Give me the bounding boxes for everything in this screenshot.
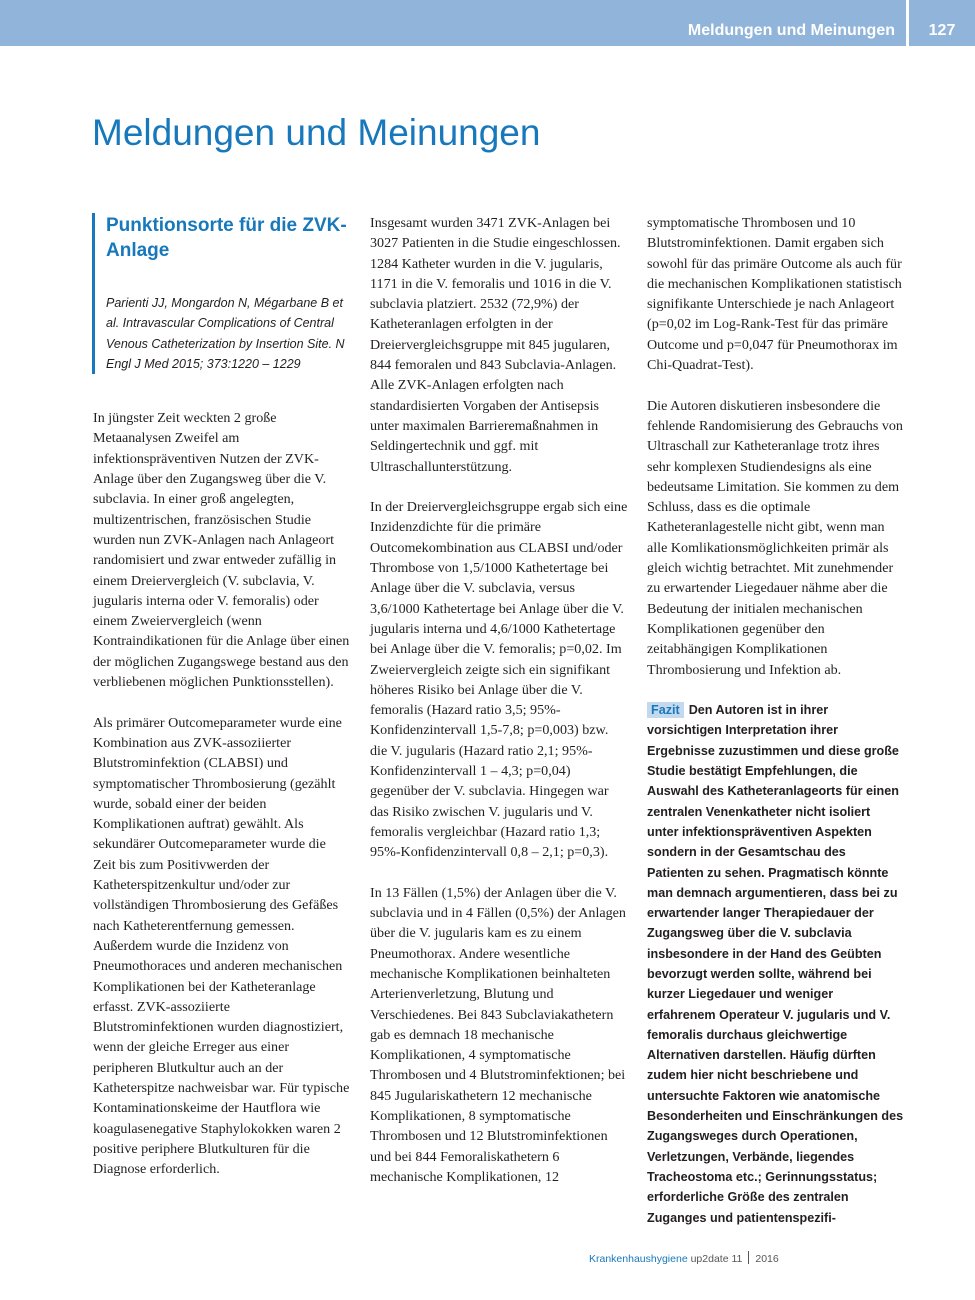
page-title: Meldungen und Meinungen xyxy=(92,112,541,153)
column-2 xyxy=(370,213,628,1187)
footer-journal: Krankenhaushygiene xyxy=(589,1253,688,1265)
fazit-text: Den Autoren ist in ihrer vorsichtigen Interpretation ihrer Ergebnisse zuzustimmen und diese große Studie bestätigt Empfehlungen, die Auswahl des Katheteranlageorts für einen zentralen Venenkatheter nicht isoliert unter infektionspräventiven Aspekten sondern in der Gesamtschau des Patienten zu sehen. Pragmatisch könnte man demnach argumentieren, dass bei zu erwartender langer Therapiedauer der Zugangsweg über die V. subclavia insbesondere in der Hand des Geübten bevorzugt werden sollte, während bei kurzer Liegedauer und weniger erfahrenem Operateur V. jugularis und V. femoralis durchaus gleichwertige Alternativen darstellen. Häufig dürften zudem hier nicht beschriebene und untersuchte Faktoren wie anatomische Besonderheiten und Einschränkungen des Zugangsweges durch Operationen, Verletzungen, Verbände, liegendes Tracheostoma etc.; Gerinnungsstatus; erforderliche Größe des zentralen Zuganges und patientenspezifi- xyxy=(647,703,904,1225)
running-header xyxy=(0,0,975,46)
body-paragraph: In der Dreiervergleichsgruppe ergab sich eine Inzidenzdichte für die primäre Outcomekombination aus CLABSI und/oder Thrombose von 1,5/1000 Kathetertage bei Anlage über die V. subclavia, versus 3,6/1000 Kathetertage bei Anlage über die V. jugularis interna und 4,6/1000 Kathetertage bei Anlage über die V. femoralis; p=0,02. Im Zweiervergleich zeigte sich ein signifikant höheres Risiko bei Anlage über die V. femoralis (Hazard ratio 3,5; 95%-Konfidenzintervall 1,5-7,8; p=0,003) bzw. die V. jugularis (Hazard ratio 2,1; 95%-Konfidenzintervall 1 – 4,3; p=0,04) gegenüber der V. subclavia. Hingegen war das Risiko zwischen V. jugularis und V. femoralis vergleichbar (Hazard ratio 1,3; 95%-Konfidenzintervall 0,8 – 2,1; p=0,3). xyxy=(370,499,628,861)
body-paragraph: In jüngster Zeit weckten 2 große Metaanalysen Zweifel am infektionspräventiven Nutzen der ZVK-Anlage über den Zugangsweg über die V. subclavia. In einer groß angelegten, multizentrischen, französischen Studie wurden nun ZVK-Anlagen nach Anlageort randomisiert und zwar entweder zufällig in einem Dreiervergleich (V. subclavia, V. jugularis interna oder V. femoralis) oder einem Zweiervergleich (wenn Kontraindikationen für die Anlage über einen der möglichen Zugangswege bestand aus den verbliebenen möglichen Punktionsstellen). xyxy=(93,410,350,691)
running-header-section: Meldungen und Meinungen xyxy=(687,22,895,39)
body-paragraph: In 13 Fällen (1,5%) der Anlagen über die V. subclavia und in 4 Fällen (0,5%) der Anlagen über die V. jugularis kam es zu einem Pneumothorax. Andere wesentliche mechanische Komplikationen beinhalteten Arterienverletzung, Blutung und Verschiedenes. Bei 843 Subclaviakathetern gab es demnach 18 mechanische Komplikationen, 4 symptomatische Thrombosen und 4 Blutstrominfektionen; bei 845 Jugulariskathetern 12 mechanische Komplikationen, 8 symptomatische Thrombosen und 12 Blutstrominfektionen und bei 844 Femoraliskathetern 6 mechanische Komplikationen, 12 xyxy=(370,884,626,1185)
body-paragraph: Insgesamt wurden 3471 ZVK-Anlagen bei 3027 Patienten in die Studie eingeschlossen. 1284 Katheter wurden in die V. jugularis, 1171 in die V. femoralis und 1016 in die V. subclavia platziert. 2532 (72,9%) der Katheteranlagen erfolgten in der Dreiervergleichsgruppe mit 845 jugularen, 844 femoralen und 843 Subclavia-Anlagen. Alle ZVK-Anlagen erfolgten nach standardisierten Vorgaben der Antisepsis unter maximalen Barrieremaßnahmen in Seldingertechnik und ggf. mit Ultraschallunterstützung. xyxy=(370,215,621,475)
article-reference: Parienti JJ, Mongardon N, Mégarbane B et al. Intravascular Complications of Central Venous Catheterization by Insertion Site. N Engl J Med 2015; 373:1220 – 1229 xyxy=(106,296,345,371)
body-paragraph-continued: symptomatische Thrombosen und 10 Blutstrominfektionen. Damit ergaben sich sowohl für das primäre Outcome als auch für die mechanischen Komplikationen statistisch signifikante Unterschiede je nach Anlageort (p=0,02 im Log-Rank-Test für das primäre Outcome und p=0,047 für Pneumothorax im Chi-Quadrat-Test). xyxy=(647,215,902,374)
footer-year: 2016 xyxy=(755,1253,779,1265)
article-header xyxy=(92,213,351,374)
article-title: Punktionsorte für die ZVK-Anlage xyxy=(106,215,347,261)
column-1 xyxy=(93,213,351,1179)
page-number: 127 xyxy=(928,22,956,39)
footer-issue: up2date 11 xyxy=(690,1253,743,1265)
body-paragraph: Die Autoren diskutieren insbesondere die fehlende Randomisierung des Gebrauchs von Ultraschall zur Katheteranlage trotz ihres sehr komplexen Studiendesigns als eine bedeutsame Limitation. Sie kommen zu dem Schluss, dass es die optimale Katheteranlagestelle nicht gibt, wenn man alle Komlikationsmöglichkeiten primär als gleich wichtig betrachtet. Mit zunehmender zu erwartender Liegedauer nähme aber die Bedeutung der initialen mechanischen Komplikationen gegenüber den zeitabhängigen Komplikationen Thrombosierung und Infektion ab. xyxy=(647,397,903,678)
page-footer xyxy=(589,1251,779,1265)
column-3 xyxy=(647,213,905,1228)
body-paragraph: Als primärer Outcomeparameter wurde eine Kombination aus ZVK-assoziierter Blutstrominfektion (CLABSI) und symptomatischer Thrombosierung (gezählt wurde, sobald einer der beiden Komplikationen auftrat) gewählt. Als sekundärer Outcomeparameter wurde die Zeit bis zum Positivwerden der Katheterspitzenkultur und/oder zur vollständigen Thrombosierung des Gefäßes nach Katheterentfernung gemessen. Außerdem wurde die Inzidenz von Pneumothoraces und anderen mechanischen Komplikationen bei der Katheteranlage erfasst. ZVK-assoziierte Blutstrominfektionen wurden diagnostiziert, wenn der gleiche Erreger aus einer peripheren Blutkultur auch an der Katheterspitze nachweisbar war. Für typische Kontaminationskeime der Hautflora wie koagulasenegative Staphylokokken waren 2 positive periphere Blutkulturen für die Diagnose erforderlich. xyxy=(93,714,350,1178)
fazit-label: Fazit xyxy=(647,702,684,718)
footer-divider xyxy=(748,1251,749,1264)
fazit-box xyxy=(647,700,905,1228)
